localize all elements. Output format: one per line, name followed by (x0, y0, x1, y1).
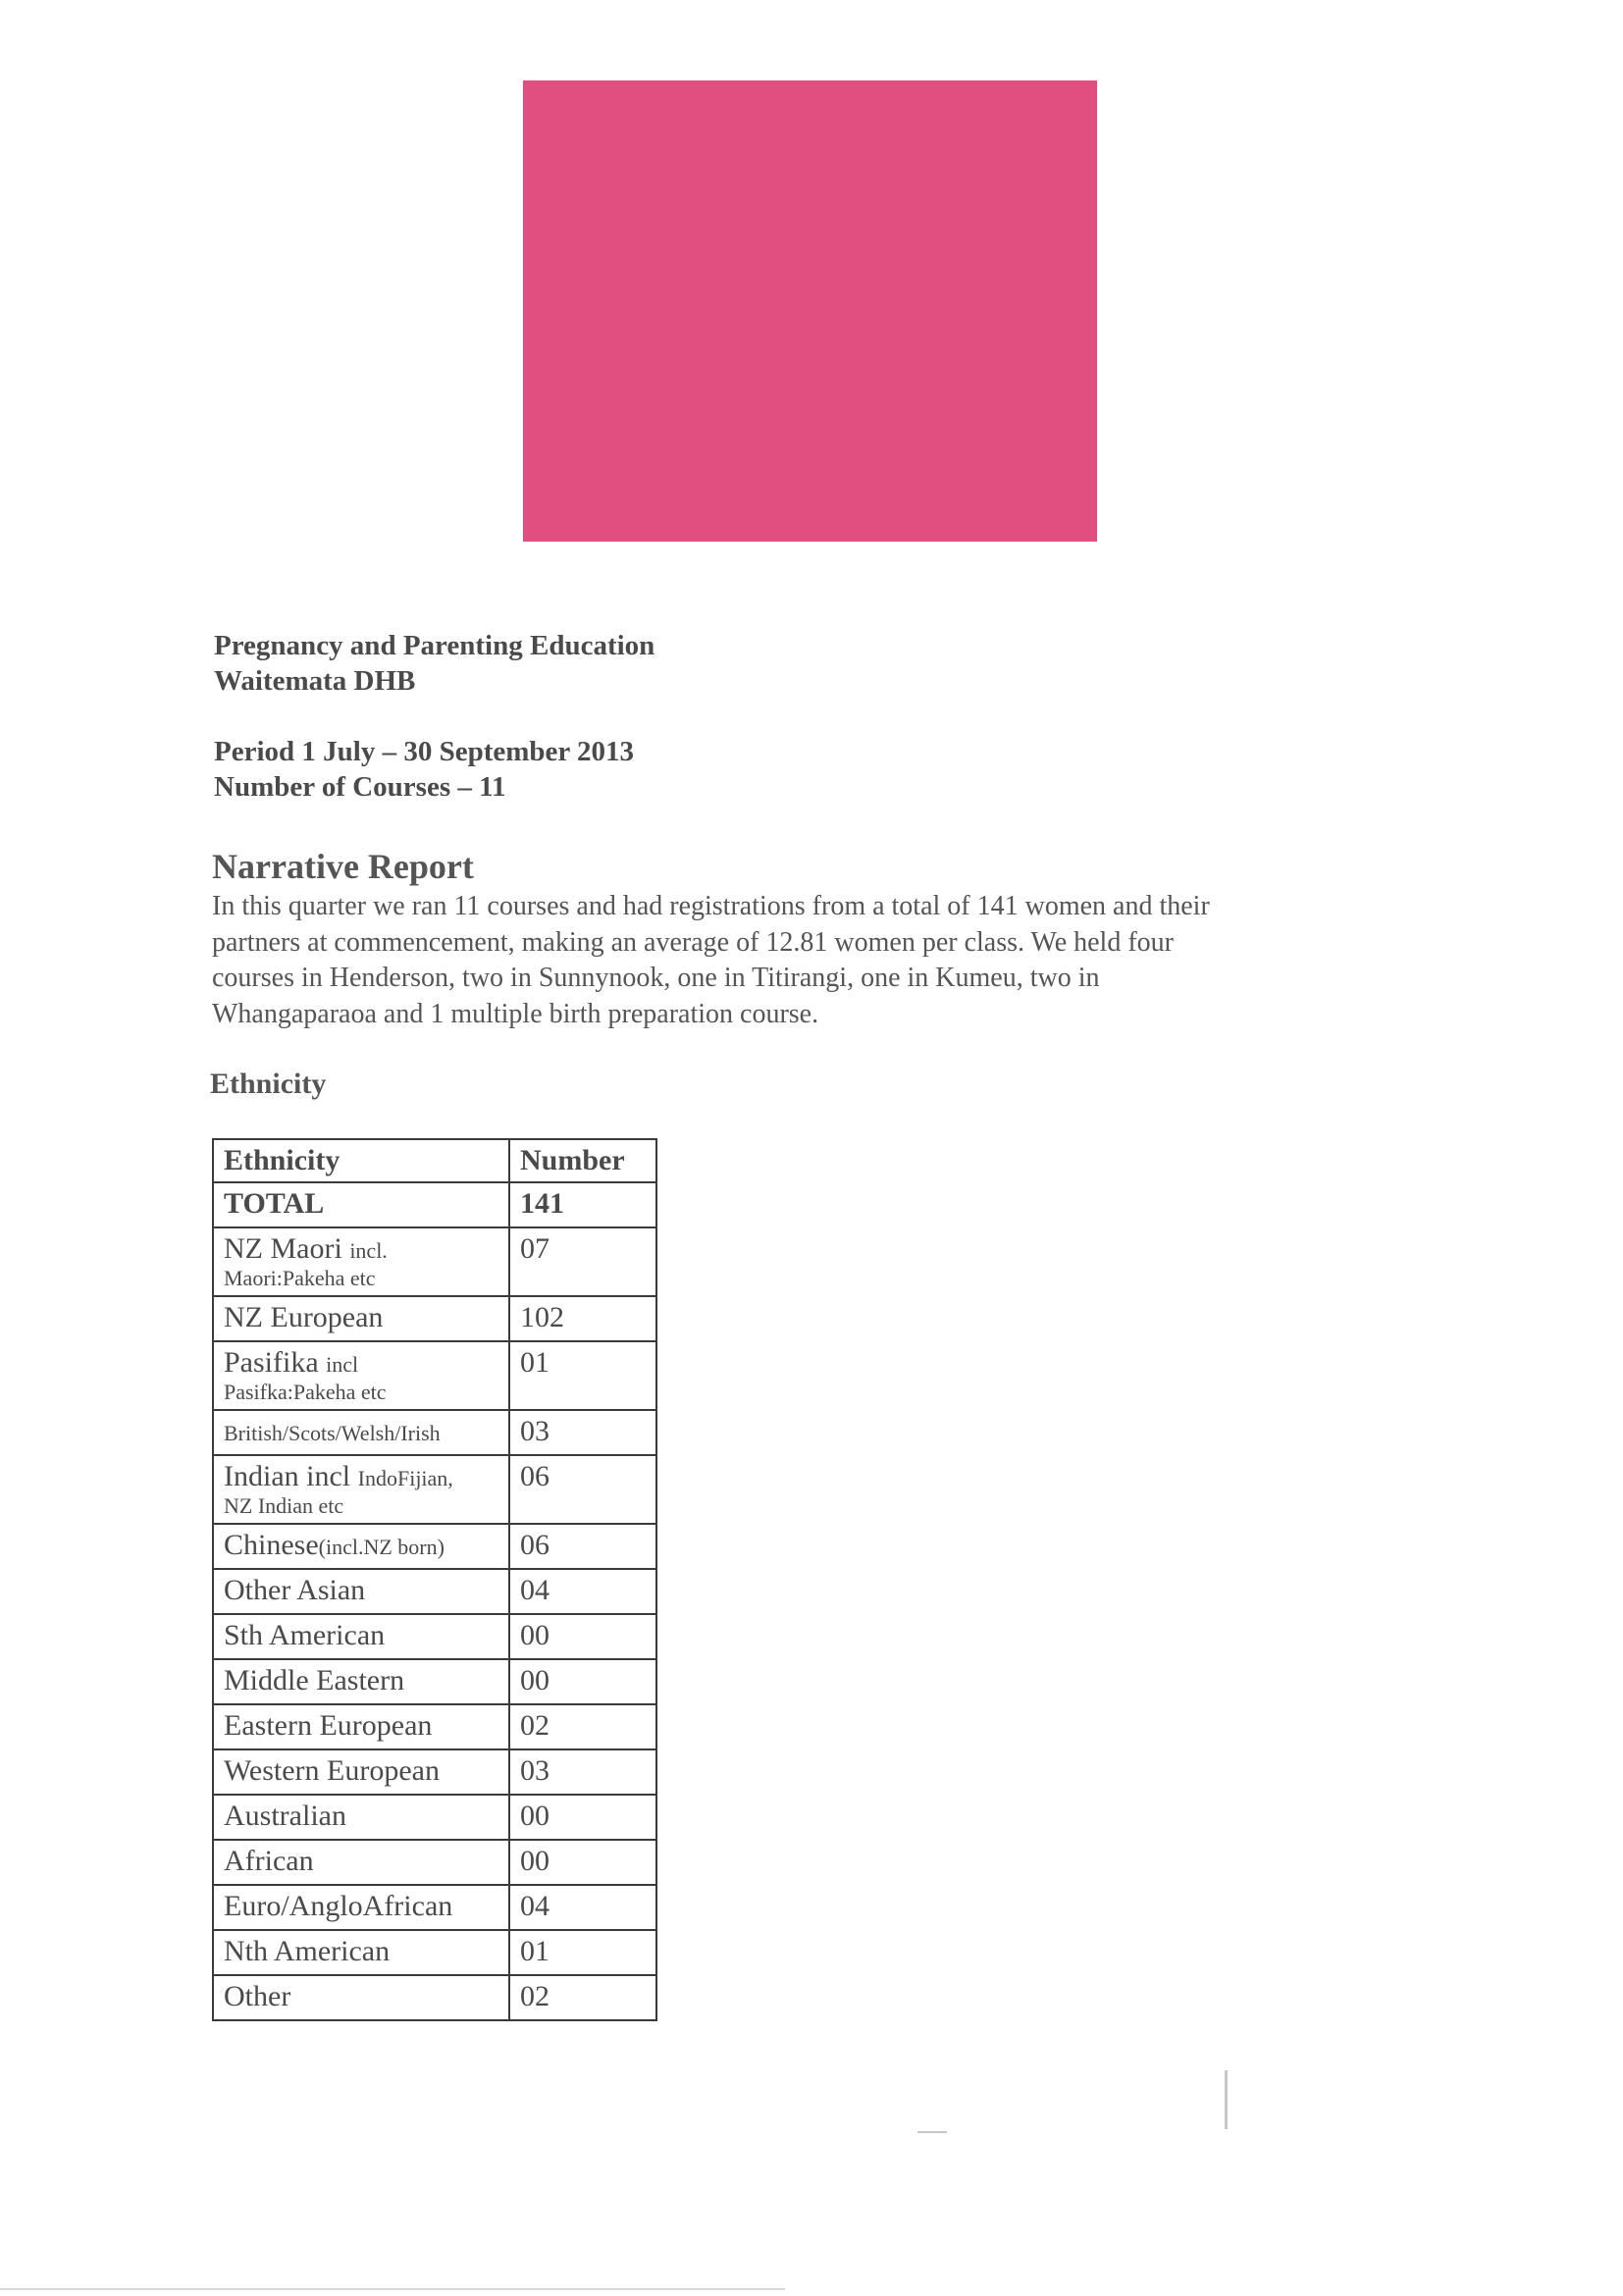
ethnicity-label: Other Asian (224, 1574, 366, 1606)
table-row (213, 1659, 656, 1704)
narrative-line: Whangaparaoa and 1 multiple birth preparation course. (212, 998, 819, 1029)
table-row (213, 1227, 656, 1296)
ethnicity-label: African (224, 1845, 314, 1877)
number-cell: 02 (509, 1975, 656, 2020)
total-label: TOTAL (213, 1182, 509, 1227)
header-ethnicity: Ethnicity (213, 1139, 509, 1182)
ethnicity-cell (213, 1840, 509, 1885)
ethnicity-qualifier: incl. (349, 1238, 388, 1263)
ethnicity-label: Eastern European (224, 1709, 433, 1742)
ethnicity-qualifier: (incl.NZ born) (318, 1535, 445, 1559)
ethnicity-label: Pasifika (224, 1346, 319, 1379)
ethnicity-label: NZ Maori (224, 1232, 342, 1265)
table-row (213, 1569, 656, 1614)
number-cell: 03 (509, 1410, 656, 1455)
number-cell: 00 (509, 1840, 656, 1885)
ethnicity-label: NZ European (224, 1301, 384, 1333)
ethnicity-label: Other (224, 1980, 291, 2012)
ethnicity-qualifier: IndoFijian, (357, 1466, 453, 1490)
ethnicity-cell (213, 1227, 509, 1296)
table-row (213, 1795, 656, 1840)
ethnicity-label: Sth American (224, 1619, 386, 1651)
ethnicity-cell (213, 1930, 509, 1975)
ethnicity-cell (213, 1659, 509, 1704)
number-cell: 06 (509, 1524, 656, 1569)
table-row (213, 1704, 656, 1749)
header-number: Number (509, 1139, 656, 1182)
ethnicity-label: Nth American (224, 1935, 391, 1967)
ethnicity-cell (213, 1975, 509, 2020)
number-cell: 07 (509, 1227, 656, 1296)
table-row (213, 1524, 656, 1569)
ethnicity-table (212, 1138, 657, 2021)
number-cell: 06 (509, 1455, 656, 1524)
number-cell: 04 (509, 1569, 656, 1614)
table-row (213, 1840, 656, 1885)
table-row (213, 1930, 656, 1975)
ethnicity-qualifier: incl (326, 1352, 359, 1377)
total-row (213, 1182, 656, 1227)
ethnicity-subtext: NZ Indian etc (224, 1493, 344, 1518)
table-row (213, 1410, 656, 1455)
ethnicity-label: Chinese (224, 1529, 319, 1561)
ethnicity-subtext: Pasifka:Pakeha etc (224, 1380, 387, 1404)
table-header-row (213, 1139, 656, 1182)
number-cell: 04 (509, 1885, 656, 1930)
number-cell: 102 (509, 1296, 656, 1341)
ethnicity-label: Western European (224, 1754, 440, 1787)
ethnicity-cell (213, 1795, 509, 1840)
org-dhb: Waitemata DHB (214, 665, 416, 697)
ethnicity-label: Middle Eastern (224, 1664, 405, 1696)
ethnicity-label: Euro/AngloAfrican (224, 1890, 453, 1922)
number-cell: 00 (509, 1795, 656, 1840)
number-cell: 02 (509, 1704, 656, 1749)
ethnicity-cell (213, 1569, 509, 1614)
ethnicity-cell (213, 1455, 509, 1524)
narrative-line: partners at commencement, making an average of 12.81 women per class. We held four (212, 926, 1174, 958)
redacted-logo-block (523, 80, 1097, 542)
number-cell: 01 (509, 1930, 656, 1975)
ethnicity-label: Indian incl (224, 1460, 351, 1492)
table-row (213, 1455, 656, 1524)
table-row (213, 1885, 656, 1930)
narrative-text (212, 889, 1389, 1032)
ethnicity-cell (213, 1704, 509, 1749)
number-cell: 03 (509, 1749, 656, 1795)
ethnicity-cell (213, 1885, 509, 1930)
number-cell: 00 (509, 1659, 656, 1704)
course-count: Number of Courses – 11 (214, 771, 506, 803)
table-row (213, 1296, 656, 1341)
narrative-line: courses in Henderson, two in Sunnynook, one in Titirangi, one in Kumeu, two in (212, 963, 1100, 993)
ethnicity-subtext: Maori:Pakeha etc (224, 1266, 376, 1290)
narrative-title: Narrative Report (212, 847, 474, 886)
ethnicity-cell (213, 1749, 509, 1795)
ethnicity-label: Australian (224, 1800, 346, 1832)
number-cell: 01 (509, 1341, 656, 1410)
table-row (213, 1341, 656, 1410)
total-value: 141 (509, 1182, 656, 1227)
scan-speck (1225, 2070, 1228, 2129)
number-cell: 00 (509, 1614, 656, 1659)
table-row (213, 1749, 656, 1795)
ethnicity-cell (213, 1614, 509, 1659)
table-row (213, 1614, 656, 1659)
document-header (214, 628, 654, 805)
table-row (213, 1975, 656, 2020)
scan-speck (917, 2131, 947, 2133)
ethnicity-cell (213, 1341, 509, 1410)
ethnicity-section-label: Ethnicity (210, 1068, 327, 1100)
ethnicity-cell (213, 1410, 509, 1455)
scan-edge-line (0, 2288, 785, 2290)
ethnicity-qualifier: British/Scots/Welsh/Irish (224, 1421, 441, 1445)
ethnicity-cell (213, 1296, 509, 1341)
ethnicity-cell (213, 1524, 509, 1569)
org-name: Pregnancy and Parenting Education (214, 630, 655, 661)
report-period: Period 1 July – 30 September 2013 (214, 736, 634, 767)
narrative-line: In this quarter we ran 11 courses and had registrations from a total of 141 women and their (212, 891, 1210, 921)
